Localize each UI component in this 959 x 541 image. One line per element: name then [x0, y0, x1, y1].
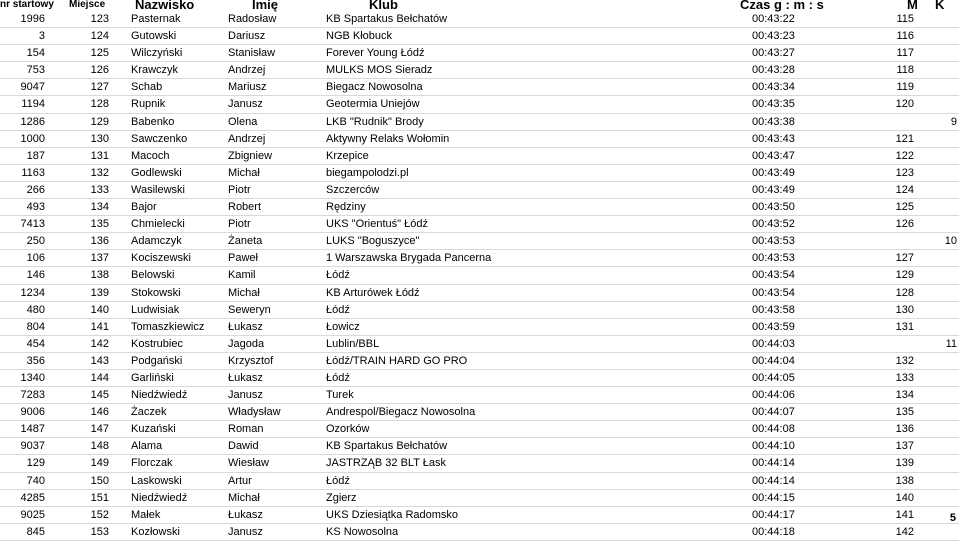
cell-time: 00:43:53: [752, 252, 795, 265]
header-women-place: K: [935, 0, 945, 12]
cell-first-name: Radosław: [228, 13, 277, 25]
cell-first-name: Dawid: [228, 440, 259, 453]
cell-first-name: Artur: [228, 474, 252, 487]
cell-club: Szczerców: [326, 183, 380, 196]
cell-time: 00:43:22: [752, 13, 795, 25]
cell-surname: Kozłowski: [131, 525, 180, 538]
table-row: [0, 336, 959, 353]
table-row: [0, 96, 959, 113]
cell-club: UKS Dziesiątka Radomsko: [326, 508, 459, 521]
cell-surname: Gutowski: [131, 30, 177, 43]
cell-club: Biegacz Nowosolna: [326, 81, 423, 94]
cell-club: LUKS "Boguszyce": [326, 235, 420, 248]
cell-men-place: 140: [895, 491, 914, 504]
cell-surname: Bajor: [131, 201, 157, 214]
cell-club: Zgierz: [326, 491, 357, 504]
cell-surname: Krawczyk: [131, 64, 179, 77]
cell-first-name: Janusz: [228, 98, 263, 111]
cell-surname: Wilczyński: [131, 47, 183, 60]
cell-place: 147: [90, 423, 109, 436]
cell-start-number: 1000: [20, 132, 45, 145]
cell-club: Aktywny Relaks Wołomin: [326, 132, 450, 145]
cell-first-name: Łukasz: [228, 320, 263, 333]
cell-start-number: 9037: [20, 440, 45, 453]
cell-women-place: 11: [945, 337, 957, 350]
cell-surname: Florczak: [131, 457, 173, 470]
cell-time: 00:43:43: [752, 132, 795, 145]
cell-first-name: Piotr: [228, 218, 251, 231]
cell-surname: Ludwisiak: [131, 303, 180, 316]
cell-club: Łódź: [326, 474, 350, 487]
cell-time: 00:44:06: [752, 389, 795, 402]
cell-club: biegampolodzi.pl: [326, 166, 409, 179]
cell-place: 130: [90, 132, 109, 145]
cell-men-place: 130: [895, 303, 914, 316]
cell-club: LKB "Rudnik" Brody: [326, 115, 424, 128]
cell-men-place: 118: [896, 64, 914, 77]
cell-place: 153: [90, 525, 109, 538]
cell-men-place: 116: [896, 30, 914, 43]
cell-time: 00:43:54: [752, 286, 795, 299]
header-start-number: nr startowy: [0, 0, 54, 10]
cell-surname: Kuzański: [131, 423, 176, 436]
cell-club: Łódź: [326, 303, 350, 316]
cell-first-name: Władysław: [228, 406, 281, 419]
cell-men-place: 124: [895, 183, 914, 196]
cell-first-name: Piotr: [228, 183, 251, 196]
cell-men-place: 136: [895, 423, 914, 436]
header-club: Klub: [369, 0, 398, 12]
table-row: [0, 182, 959, 199]
table-row: [0, 11, 959, 28]
cell-time: 00:43:34: [752, 81, 795, 94]
cell-place: 133: [90, 183, 109, 196]
cell-surname: Stokowski: [131, 286, 181, 299]
cell-men-place: 134: [895, 389, 914, 402]
cell-first-name: Robert: [228, 201, 262, 214]
cell-start-number: 454: [26, 337, 45, 350]
cell-first-name: Stanisław: [228, 47, 276, 60]
cell-men-place: 138: [895, 474, 914, 487]
cell-women-place: 9: [950, 115, 957, 128]
cell-men-place: 120: [895, 98, 914, 111]
cell-first-name: Zbigniew: [228, 149, 273, 162]
cell-club: Lublin/BBL: [326, 337, 380, 350]
table-header: [0, 0, 959, 11]
cell-first-name: Dariusz: [228, 30, 266, 43]
cell-place: 140: [90, 303, 109, 316]
cell-men-place: 127: [895, 252, 914, 265]
cell-men-place: 133: [895, 371, 914, 384]
table-row: [0, 421, 959, 438]
cell-time: 00:44:03: [752, 337, 795, 350]
cell-time: 00:43:58: [752, 303, 795, 316]
cell-surname: Tomaszkiewicz: [131, 320, 205, 333]
cell-time: 00:43:49: [752, 183, 795, 196]
table-row: [0, 507, 959, 524]
cell-time: 00:44:07: [752, 406, 795, 419]
cell-time: 00:44:08: [752, 423, 795, 436]
cell-start-number: 740: [26, 474, 45, 487]
cell-place: 152: [90, 508, 109, 521]
results-table: [0, 11, 959, 541]
cell-men-place: 139: [895, 457, 914, 470]
cell-club: Krzepice: [326, 149, 369, 162]
cell-men-place: 132: [895, 354, 914, 367]
cell-place: 134: [90, 201, 109, 214]
cell-time: 00:44:18: [752, 525, 795, 538]
table-row: [0, 524, 959, 541]
cell-place: 138: [90, 269, 109, 282]
table-row: [0, 79, 959, 96]
table-row: [0, 404, 959, 421]
table-row: [0, 250, 959, 267]
header-time: Czas g : m : s: [740, 0, 824, 12]
cell-place: 124: [90, 30, 109, 43]
cell-first-name: Łukasz: [228, 371, 263, 384]
cell-time: 00:43:54: [752, 269, 795, 282]
cell-start-number: 480: [26, 303, 45, 316]
cell-time: 00:43:35: [752, 98, 795, 111]
cell-club: NGB Kłobuck: [326, 30, 393, 43]
cell-club: 1 Warszawska Brygada Pancerna: [326, 252, 492, 265]
cell-start-number: 493: [26, 201, 45, 214]
cell-men-place: 121: [895, 132, 914, 145]
cell-first-name: Kamil: [228, 269, 256, 282]
cell-time: 00:43:28: [752, 64, 795, 77]
cell-surname: Sawczenko: [131, 132, 188, 145]
cell-club: Łódź: [326, 269, 350, 282]
cell-club: Forever Young Łódź: [326, 47, 425, 60]
cell-surname: Alama: [131, 440, 163, 453]
table-row: [0, 131, 959, 148]
cell-surname: Rupnik: [131, 98, 166, 111]
cell-start-number: 154: [26, 47, 45, 60]
cell-first-name: Seweryn: [228, 303, 271, 316]
cell-first-name: Łukasz: [228, 508, 263, 521]
cell-start-number: 1286: [20, 115, 45, 128]
cell-club: Łowicz: [326, 320, 360, 333]
cell-start-number: 3: [38, 30, 45, 43]
cell-surname: Pasternak: [131, 13, 181, 25]
cell-club: Andrespol/Biegacz Nowosolna: [326, 406, 476, 419]
table-row: [0, 319, 959, 336]
cell-place: 148: [90, 440, 109, 453]
cell-surname: Małek: [131, 508, 161, 521]
cell-surname: Podgański: [131, 354, 183, 367]
cell-club: KB Arturówek Łódź: [326, 286, 420, 299]
cell-surname: Schab: [131, 81, 163, 94]
cell-club: Ozorków: [326, 423, 370, 436]
cell-place: 145: [90, 389, 109, 402]
cell-surname: Niedźwiedź: [131, 491, 188, 504]
cell-first-name: Andrzej: [228, 132, 266, 145]
cell-surname: Belowski: [131, 269, 175, 282]
cell-start-number: 250: [26, 235, 45, 248]
cell-place: 143: [90, 354, 109, 367]
table-row: [0, 455, 959, 472]
cell-start-number: 1487: [20, 423, 45, 436]
cell-start-number: 146: [26, 269, 45, 282]
table-row: [0, 233, 959, 250]
cell-club: KS Nowosolna: [326, 525, 399, 538]
cell-men-place: 129: [895, 269, 914, 282]
cell-place: 150: [90, 474, 109, 487]
cell-start-number: 356: [26, 354, 45, 367]
cell-place: 136: [90, 235, 109, 248]
cell-start-number: 9025: [20, 508, 45, 521]
cell-surname: Adamczyk: [131, 235, 182, 248]
cell-surname: Garliński: [131, 371, 174, 384]
table-row: [0, 490, 959, 507]
cell-place: 151: [90, 491, 109, 504]
cell-club: Rędziny: [326, 201, 366, 214]
cell-place: 131: [90, 149, 109, 162]
cell-time: 00:44:10: [752, 440, 795, 453]
cell-time: 00:44:05: [752, 371, 795, 384]
cell-place: 129: [90, 115, 109, 128]
cell-club: Łódź/TRAIN HARD GO PRO: [326, 354, 468, 367]
cell-start-number: 753: [26, 64, 45, 77]
table-row: [0, 148, 959, 165]
cell-time: 00:43:23: [752, 30, 795, 43]
cell-first-name: Mariusz: [228, 81, 267, 94]
cell-time: 00:43:47: [752, 149, 795, 162]
cell-women-place: 10: [944, 235, 957, 248]
table-row: [0, 302, 959, 319]
cell-men-place: 123: [895, 166, 914, 179]
table-row: [0, 438, 959, 455]
cell-place: 139: [90, 286, 109, 299]
cell-start-number: 1340: [20, 371, 45, 384]
table-row: [0, 216, 959, 233]
cell-surname: Kostrubiec: [131, 337, 183, 350]
cell-club: KB Spartakus Bełchatów: [326, 13, 448, 25]
cell-start-number: 9047: [20, 81, 45, 94]
cell-surname: Chmielecki: [131, 218, 185, 231]
cell-start-number: 4285: [20, 491, 45, 504]
table-row: [0, 165, 959, 182]
cell-time: 00:43:49: [752, 166, 795, 179]
cell-time: 00:44:04: [752, 354, 795, 367]
cell-club: Łódź: [326, 371, 350, 384]
cell-first-name: Michał: [228, 286, 260, 299]
cell-place: 132: [90, 166, 109, 179]
cell-club: UKS "Orientuś" Łódź: [326, 218, 428, 231]
cell-place: 128: [90, 98, 109, 111]
cell-men-place: 126: [895, 218, 914, 231]
cell-first-name: Michał: [228, 166, 260, 179]
cell-surname: Wasilewski: [131, 183, 185, 196]
cell-first-name: Wiesław: [228, 457, 269, 470]
cell-start-number: 129: [26, 457, 45, 470]
cell-place: 137: [90, 252, 109, 265]
cell-time: 00:44:14: [752, 457, 795, 470]
cell-men-place: 125: [895, 201, 914, 214]
cell-start-number: 1163: [21, 166, 45, 179]
cell-first-name: Andrzej: [228, 64, 266, 77]
cell-club: MULKS MOS Sieradz: [326, 64, 433, 77]
table-row: [0, 285, 959, 302]
cell-surname: Babenko: [131, 115, 175, 128]
cell-first-name: Żaneta: [228, 235, 263, 248]
cell-place: 142: [90, 337, 109, 350]
cell-surname: Niedźwiedź: [131, 389, 188, 402]
cell-place: 126: [90, 64, 109, 77]
cell-first-name: Olena: [228, 115, 258, 128]
cell-place: 135: [90, 218, 109, 231]
cell-men-place: 142: [895, 525, 914, 538]
cell-time: 00:43:27: [752, 47, 795, 60]
cell-first-name: Janusz: [228, 525, 263, 538]
cell-place: 125: [90, 47, 109, 60]
header-surname: Nazwisko: [135, 0, 195, 12]
cell-men-place: 128: [895, 286, 914, 299]
cell-time: 00:43:52: [752, 218, 795, 231]
cell-men-place: 119: [896, 81, 914, 94]
cell-club: Geotermia Uniejów: [326, 98, 420, 111]
cell-men-place: 141: [895, 508, 914, 521]
cell-first-name: Paweł: [228, 252, 258, 265]
table-row: [0, 267, 959, 284]
header-first-name: Imię: [252, 0, 279, 12]
cell-first-name: Michał: [228, 491, 260, 504]
cell-start-number: 9006: [20, 406, 45, 419]
table-row: [0, 62, 959, 79]
cell-start-number: 845: [26, 525, 45, 538]
cell-men-place: 122: [895, 149, 914, 162]
cell-time: 00:43:50: [752, 201, 795, 214]
cell-place: 123: [90, 13, 109, 25]
cell-time: 00:43:59: [752, 320, 795, 333]
table-row: [0, 199, 959, 216]
cell-start-number: 7283: [20, 389, 45, 402]
cell-time: 00:43:38: [752, 115, 795, 128]
table-row: [0, 370, 959, 387]
table-row: [0, 353, 959, 370]
cell-time: 00:43:53: [752, 235, 795, 248]
cell-surname: Kociszewski: [131, 252, 191, 265]
cell-club: Turek: [326, 389, 354, 402]
cell-surname: Godlewski: [131, 166, 182, 179]
cell-start-number: 187: [26, 149, 45, 162]
table-row: [0, 28, 959, 45]
cell-surname: Laskowski: [131, 474, 182, 487]
cell-first-name: Janusz: [228, 389, 263, 402]
cell-place: 149: [90, 457, 109, 470]
page-number: 5: [949, 512, 956, 524]
cell-start-number: 7413: [20, 218, 45, 231]
cell-men-place: 137: [895, 440, 914, 453]
cell-start-number: 1996: [20, 13, 45, 25]
cell-place: 144: [90, 371, 109, 384]
cell-place: 141: [90, 320, 109, 333]
cell-place: 146: [90, 406, 109, 419]
cell-club: JASTRZĄB 32 BLT Łask: [326, 457, 447, 470]
cell-time: 00:44:14: [752, 474, 795, 487]
cell-men-place: 117: [896, 47, 914, 60]
cell-club: KB Spartakus Bełchatów: [326, 440, 448, 453]
cell-start-number: 266: [26, 183, 45, 196]
cell-men-place: 115: [896, 13, 914, 25]
cell-men-place: 131: [895, 320, 914, 333]
cell-first-name: Jagoda: [228, 337, 265, 350]
header-men-place: M: [907, 0, 918, 12]
cell-start-number: 106: [26, 252, 45, 265]
cell-surname: Żaczek: [131, 406, 167, 419]
cell-place: 127: [90, 81, 109, 94]
cell-start-number: 1234: [20, 286, 45, 299]
cell-start-number: 1194: [21, 98, 45, 111]
table-row: [0, 114, 959, 131]
cell-time: 00:44:17: [752, 508, 795, 521]
table-row: [0, 387, 959, 404]
header-place: Miejsce: [69, 0, 106, 10]
cell-time: 00:44:15: [752, 491, 795, 504]
cell-start-number: 804: [26, 320, 45, 333]
cell-first-name: Krzysztof: [228, 354, 274, 367]
table-row: [0, 45, 959, 62]
table-row: [0, 473, 959, 490]
cell-men-place: 135: [895, 406, 914, 419]
cell-surname: Macoch: [131, 149, 170, 162]
cell-first-name: Roman: [228, 423, 264, 436]
